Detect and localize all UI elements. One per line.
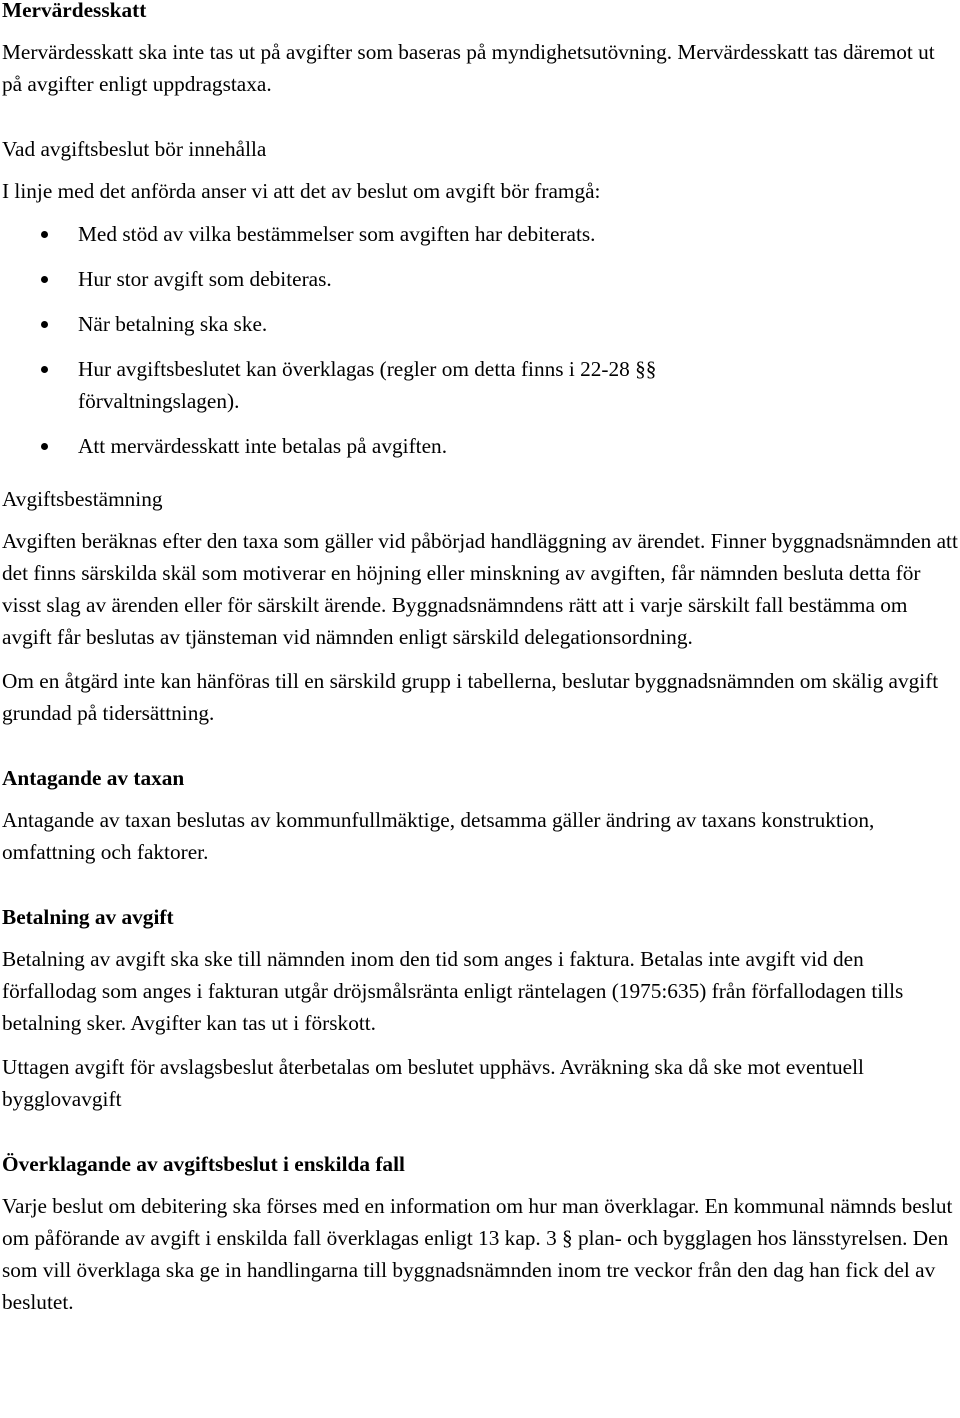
list-item xyxy=(2,430,958,462)
heading-avgiftsbeslut-innehall: Vad avgiftsbeslut bör innehålla xyxy=(2,137,267,161)
bullet-icon xyxy=(41,321,48,328)
paragraph-betalning-1: Betalning av avgift ska ske till nämnden inom den tid som anges i faktura. Betalas inte avgift vid den förfallodag som anges i fakturan utgår dröjsmålsränta enligt räntelagen (1975:635) från förfallodagen tills betalning sker. Avgifter kan tas ut i förskott. xyxy=(2,947,904,1035)
paragraph-betalning-2: Uttagen avgift för avslagsbeslut återbetalas om beslutet upphävs. Avräkning ska då ske mot eventuell bygglovavgift xyxy=(2,1055,864,1111)
section-overklagande xyxy=(2,1148,958,1318)
list-item xyxy=(2,308,958,340)
bullet-list xyxy=(2,218,958,462)
list-item-text: Med stöd av vilka bestämmelser som avgiften har debiterats. xyxy=(78,222,596,246)
paragraph-antagande: Antagande av taxan beslutas av kommunfullmäktige, detsamma gäller ändring av taxans konstruktion, omfattning och faktorer. xyxy=(2,808,875,864)
bullet-icon xyxy=(41,231,48,238)
list-item xyxy=(2,263,958,295)
paragraph-mervardesskatt: Mervärdesskatt ska inte tas ut på avgifter som baseras på myndighetsutövning. Mervärdesskatt tas däremot ut på avgifter enligt uppdragstaxa. xyxy=(2,40,935,96)
paragraph-avgiftsbestamning-1: Avgiften beräknas efter den taxa som gäller vid påbörjad handläggning av ärendet. Finner byggnadsnämnden att det finns särskilda skäl som motiverar en höjning eller minskning av avgiften, får nämnden besluta detta för visst slag av ärenden eller för särskilt ärende. Byggnadsnämndens rätt att i varje särskilt fall bestämma om avgift får beslutas av tjänsteman vid nämnden enligt särskild delegationsordning. xyxy=(2,529,958,649)
section-mervardesskatt xyxy=(2,0,958,100)
section-avgiftsbestamning xyxy=(2,483,958,729)
paragraph-avgiftsbestamning-2: Om en åtgärd inte kan hänföras till en särskild grupp i tabellerna, beslutar byggnadsnämnden om skälig avgift grundad på tidersättning. xyxy=(2,669,939,725)
section-antagande xyxy=(2,762,958,868)
heading-avgiftsbestamning: Avgiftsbestämning xyxy=(2,487,163,511)
document-page xyxy=(2,0,958,1318)
list-item xyxy=(2,353,958,417)
bullet-icon xyxy=(41,276,48,283)
bullet-icon xyxy=(41,366,48,373)
section-avgiftsbeslut-innehall xyxy=(2,133,958,462)
list-item-text: Att mervärdesskatt inte betalas på avgiften. xyxy=(78,434,448,458)
list-item xyxy=(2,218,958,250)
list-item-text: Hur avgiftsbeslutet kan överklagas (regler om detta finns i 22-28 §§ förvaltningslagen). xyxy=(78,357,657,413)
paragraph-innehall-intro: I linje med det anförda anser vi att det av beslut om avgift bör framgå: xyxy=(2,179,601,203)
list-item-text: Hur stor avgift som debiteras. xyxy=(78,267,332,291)
paragraph-overklagande: Varje beslut om debitering ska förses med en information om hur man överklagar. En kommunal nämnds beslut om påförande av avgift i enskilda fall överklagas enligt 13 kap. 3 § plan- och bygglagen hos länsstyrelsen. Den som vill överklaga ska ge in handlingarna till byggnadsnämnden inom tre veckor från den dag han fick del av beslutet. xyxy=(2,1194,953,1314)
heading-mervardesskatt: Mervärdesskatt xyxy=(2,0,147,22)
heading-antagande: Antagande av taxan xyxy=(2,766,185,790)
section-betalning xyxy=(2,901,958,1115)
heading-overklagande: Överklagande av avgiftsbeslut i enskilda fall xyxy=(2,1152,405,1176)
list-item-text: När betalning ska ske. xyxy=(78,312,268,336)
heading-betalning: Betalning av avgift xyxy=(2,905,174,929)
bullet-icon xyxy=(41,443,48,450)
